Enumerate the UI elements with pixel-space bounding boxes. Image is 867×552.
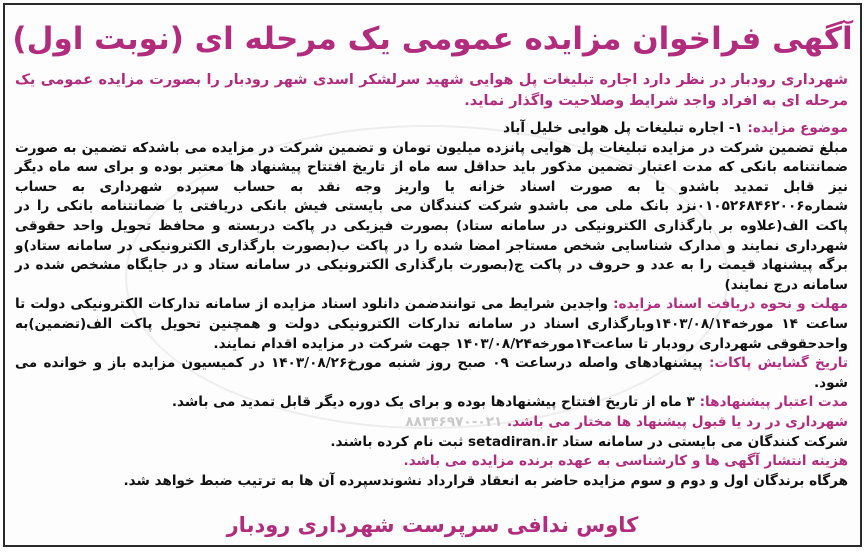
forfeit-line: هرگاه برندگان اول و دوم و سوم مزایده حاضر به انعقاد قرارداد نشوندسپرده آن ها به ترتیب ضبط خواهد شد.: [123, 472, 848, 489]
cost-line: هزینه انتشار آگهی ها و کارشناسی به عهده برنده مزایده می باشد.: [403, 453, 848, 470]
guarantee-paragraph: مبلغ تضمین شرکت در مزایده تبلیغات پل هوایی پانزده میلیون تومان و تضمین شرکت در مزایده می باشدکه تضمین به صورت ضمانتنامه بانکی که مدت اعتبار تضمین مذکور باید حداقل سه ماه از تاریخ افتتاح پیشنهاد ها معتبر بوده و برای سه ماه دیگر نیز قابل تمدید باشدو یا به صورت اسناد خزانه یا واریز وجه نقد به حساب سپرده شهرداری به حساب شماره۰۱۰۵۲۶۸۴۶۲۰۰۶نزد بانک ملی می باشدو شرکت کنندگان می بایستی فیش بانکی دریافتی یا ضمانتنامه بانکی را در پاکت الف(علاوه بر بارگذاری الکترونیکی در سامانه ستاد) بصورت فیزیکی در پاکت دربسته و محافظ تحویل واحد حقوقی شهرداری نمایند و مدارک شناسایی شخص مستاجر امضا شده را در پاکت ب(بصورت بارگذاری الکترونیکی در سامانه ستاد)و برگه پیشنهاد قیمت را به عدد و حروف در پاکت ج(بصورت بارگذاری الکترونیکی در سامانه ستاد و در جایگاه مشخص شده در سامانه درج نمایند): [15, 139, 848, 293]
subject-label: موضوع مزایده:: [747, 120, 848, 136]
watermark-phone: ۰۲۱-۸۸۳۴۶۹۷۰: [405, 413, 503, 430]
intro-paragraph: شهرداری رودبار در نظر دارد اجاره تبلیغات پل هوایی شهید سرلشکر اسدی شهر رودبار را بصورت مزایده عمومی یک مرحله ای به افراد واجد شرایط وصلاحیت واگذار نماید.: [15, 72, 848, 109]
opening-label: تاریخ گشایش پاکات:: [709, 355, 848, 372]
subject-text: ۱- اجاره تبلیغات پل هوایی خلیل آباد: [503, 120, 743, 136]
validity-paragraph: [15, 393, 848, 413]
opening-paragraph: [15, 354, 848, 393]
opening-text: پیشنهادهای واصله درساعت ۰۹ صبح روز شنبه مورخ۱۴۰۳/۰۸/۲۶ در کمیسیون مزایده باز و خوانده می شود.: [15, 355, 848, 391]
deadline-label: مهلت و نحوه دریافت اسناد مزایده:: [613, 296, 848, 313]
notice-body: [15, 119, 848, 491]
validity-label: مدت اعتبار پیشنهادها:: [699, 394, 848, 411]
notice-frame: [3, 3, 862, 547]
validity-text: ۳ ماه از تاریخ افتتاح پیشنهادها بوده و برای یک دوره دیگر قابل تمدید می باشد.: [171, 394, 695, 411]
deadline-paragraph: [15, 295, 848, 354]
subject-line: [15, 119, 848, 139]
rights-text: شهرداری در رد یا قبول پیشنهاد ها مختار می باشد.: [507, 413, 848, 430]
signature: کاوس ندافی سرپرست شهرداری رودبار: [226, 513, 639, 537]
rights-line: [15, 413, 848, 433]
notice-title: آگهی فراخوان مزایده عمومی یک مرحله ای (نوبت اول): [12, 21, 853, 57]
deadline-text: واجدین شرایط می توانندضمن دانلود اسناد مزایده از سامانه تدارکات الکترونیکی دولت تا ساعت ۱۴ مورخه۱۴۰۳/۰۸/۱۴وبارگذاری اسناد در سامانه تدارکات الکترونیکی دولت و همچنین تحویل پاکت الف(تضمین)به واحدحقوقی شهرداری رودبار تا ساعت۱۴مورخه۱۴۰۳/۰۸/۲۴ جهت شرکت در مزایده اقدام نمایند.: [15, 296, 848, 352]
registration-line: شرکت کنندگان می بایستی در سامانه ستاد setadiran.ir ثبت نام کرده باشند.: [330, 433, 848, 450]
